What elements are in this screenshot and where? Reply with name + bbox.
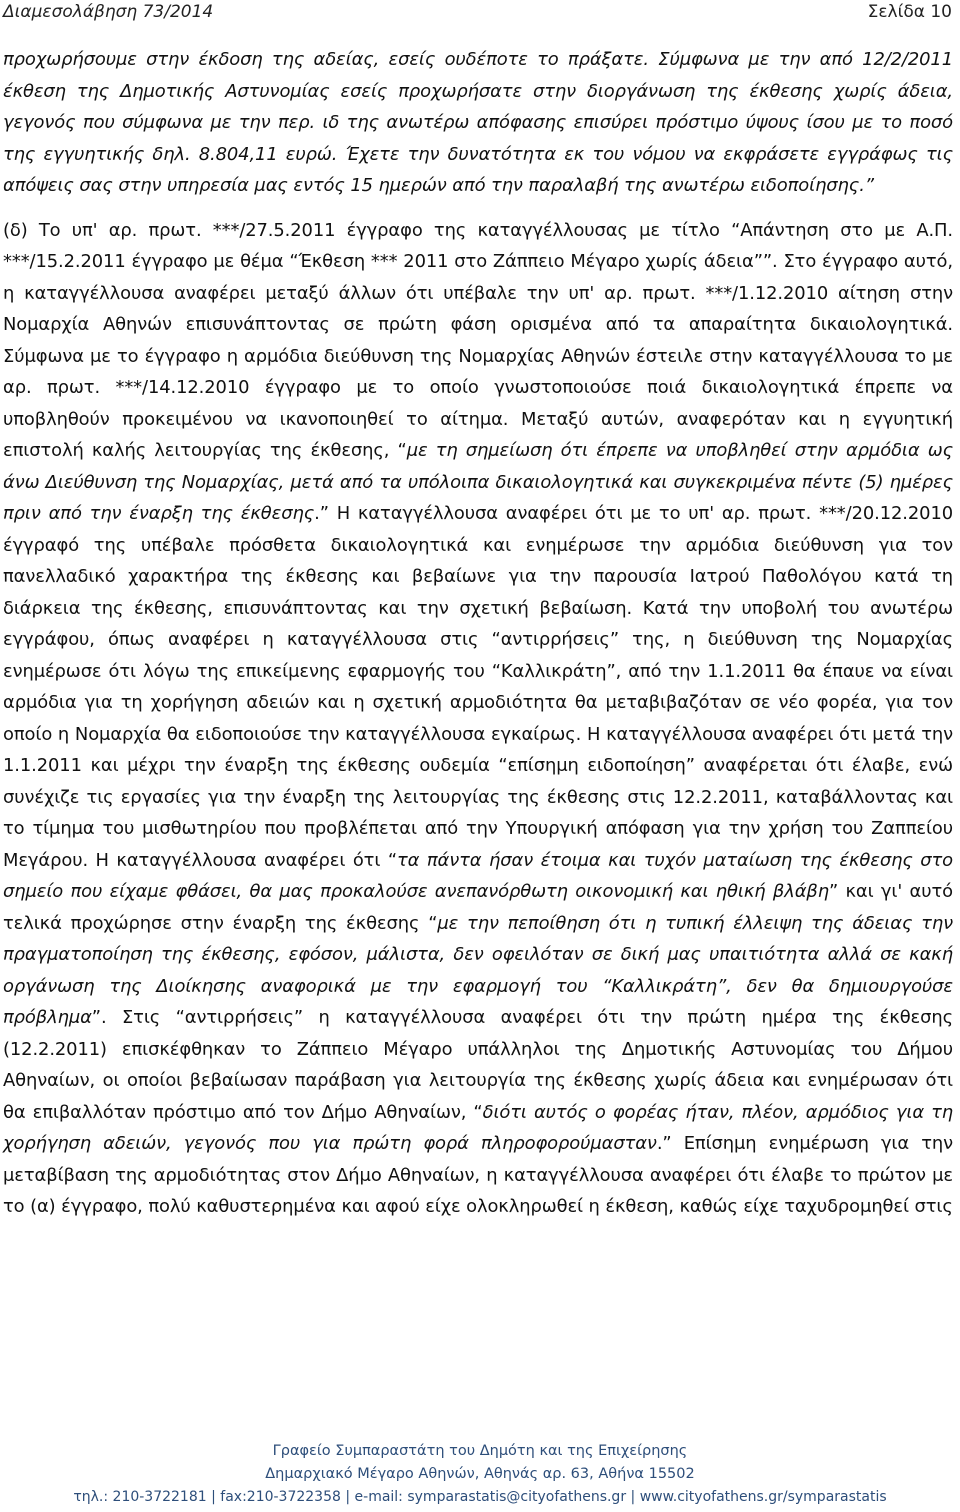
office-address: Δημαρχιακό Μέγαρο Αθηνών, Αθηνάς αρ. 63, Αθήνα 15502	[265, 1466, 695, 1482]
text-segment: .” Η καταγγέλλουσα αναφέρει ότι με το υπ' αρ. πρωτ. ***/20.12.2010 έγγραφό της υπέβαλε πρόσθετα δικαιολογητικά και ενημέρωσε την αρμόδια διεύθυνση για τον πανελλαδικό χαρακτήρα της έκθεσης και βεβαίωνε για την παρουσία Ιατρού Παθολόγου κατά τη διάρκεια της έκθεσης, επισυνάπτοντας και την σχετική βεβαίωση. Κατά την υποβολή του ανωτέρω εγγράφου, όπως αναφέρει η καταγγέλλουσα στις “αντιρρήσεις” της, η διεύθυνση της Νομαρχίας ενημέρωσε ότι λόγω της επικείμενης εφαρμογής του “Καλλικράτη”, από την 1.1.2011 θα έπαυε να είναι αρμόδια για τη χορήγηση αδειών και η σχετική αρμοδιότητα θα μεταβιβαζόταν σε νέο φορέα, για τον οποίο η Νομαρχία θα ειδοποιούσε την καταγγέλλουσα εγκαίρως. Η καταγγέλλουσα αναφέρει ότι μετά την 1.1.2011 και μέχρι την έναρξη της έκθεσης ουδεμία “επίσημη ειδοποίηση” αναφέρεται ότι έλαβε, ενώ συνέχιζε τις εργασίες για την έναρξη της λειτουργίας της έκθεσης στις 12.2.2011, καταβάλλοντας και το τίμημα του μισθωτηρίου που προβλέπεται από την Υπουργική απόφαση για την χρήση του Ζαππείου Μεγάρου. Η καταγγέλλουσα αναφέρει ότι “	[3, 503, 954, 871]
text-segment: ” και γι' αυτό τελικά προχώρησε στην έναρξη της έκθεσης “	[3, 881, 953, 934]
document-body	[3, 44, 953, 1223]
quoted-paragraph: προχωρήσουμε στην έκδοση της αδείας, εσείς ουδέποτε το πράξατε. Σύμφωνα με την από 12/2/2011 έκθεση της Δημοτικής Αστυνομίας εσείς προχωρήσατε στην διοργάνωση της έκθεσης χωρίς άδεια, γεγονός που σύμφωνα με την περ. ιδ της ανωτέρω απόφασης επισύρει πρόστιμο ύψους ίσου με το ποσό της εγγυητικής δηλ. 8.804,11 ευρώ. Έχετε την δυνατότητα εκ του νόμου να εκφράσετε εγγράφως τις απόψεις σας στην υπηρεσία μας εντός 15 ημερών από την παραλαβή της ανωτέρω ειδοποίησης.”	[3, 49, 953, 196]
quote-segment: με την πεποίθηση ότι η τυπική έλλειψη της άδειας την πραγματοποίηση της έκθεσης, εφόσον, μάλιστα, δεν οφειλόταν σε δική μας υπαιτιότητα αλλά σε κακή οργάνωση της Διοίκησης αναφορικά με την εφαρμογή του “Καλλικράτη”, δεν θα δημιουργούσε πρόβλημα	[3, 912, 953, 1028]
page-number: Σελίδα 10	[867, 2, 952, 22]
quote-segment: τα πάντα ήσαν έτοιμα και τυχόν ματαίωση της έκθεσης στο σημείο που είχαμε φθάσει, θα μας προκαλούσε ανεπανόρθωτη οικονομική και ηθική βλάβη	[3, 849, 953, 902]
paragraph-d	[3, 215, 953, 1223]
office-name: Γραφείο Συμπαραστάτη του Δημότη και της Επιχείρησης	[272, 1443, 688, 1459]
document-reference: Διαμεσολάβηση 73/2014	[3, 2, 214, 22]
text-segment: ”. Στις “αντιρρήσεις” η καταγγέλλουσα αναφέρει ότι την πρώτη ημέρα της έκθεσης (12.2.2011) επισκέφθηκαν το Ζάππειο Μέγαρο υπάλληλοι της Δημοτικής Αστυνομίας του Δήμου Αθηναίων, οι οποίοι βεβαίωσαν παράβαση για λειτουργία της έκθεσης χωρίς άδεια και ενημέρωσαν ότι θα επιβαλλόταν πρόστιμο από τον Δήμο Αθηναίων, “	[3, 1007, 953, 1123]
quote-segment: διότι αυτός ο φορέας ήταν, πλέον, αρμόδιος για τη χορήγηση αδειών, γεγονός που για πρώτη φορά πληροφορούμασταν	[3, 1101, 954, 1154]
page-header	[0, 0, 952, 30]
text-segment: .” Επίσημη ενημέρωση για την μεταβίβαση της αρμοδιότητας στον Δήμο Αθηναίων, η καταγγέλλουσα αναφέρει ότι έλαβε το πρώτον με το (α) έγγραφο, πολύ καθυστερημένα και αφού είχε ολοκληρωθεί η έκθεση, καθώς είχε ταχυδρομηθεί στις	[3, 1133, 953, 1217]
quote-segment: με τη σημείωση ότι έπρεπε να υποβληθεί στην αρμόδια ως άνω Διεύθυνση της Νομαρχίας, μετά από τα υπόλοιπα δικαιολογητικά και συγκεκριμένα πέντε (5) ημέρες πριν από την έναρξη της έκθεσης	[3, 440, 954, 524]
text-segment: (δ) Το υπ' αρ. πρωτ. ***/27.5.2011 έγγραφο της καταγγέλλουσας με τίτλο “Απάντηση στο με Α.Π. ***/15.2.2011 έγγραφο με θέμα “Έκθεση *** 2011 στο Ζάππειο Μέγαρο χωρίς άδεια””. Στο έγγραφο αυτό, η καταγγέλλουσα αναφέρει μεταξύ άλλων ότι υπέβαλε την υπ' αρ. πρωτ. ***/1.12.2010 αίτηση στην Νομαρχία Αθηνών επισυνάπτοντας σε πρώτη φάση ορισμένα από τα απαραίτητα δικαιολογητικά. Σύμφωνα με το έγγραφο η αρμόδια διεύθυνση της Νομαρχίας Αθηνών έστειλε στην καταγγέλλουσα το με αρ. πρωτ. ***/14.12.2010 έγγραφο με το οποίο γνωστοποιούσε ποιά δικαιολογητικά έπρεπε να υποβληθούν προκειμένου να ικανοποιηθεί το αίτημα. Μεταξύ αυτών, αναφερόταν και η εγγυητική επιστολή καλής λειτουργίας της έκθεσης, “	[3, 219, 953, 461]
office-contact: τηλ.: 210-3722181 | fax:210-3722358 | e-mail: symparastatis@cityofathens.gr | www.cityofathens.gr/symparastatis	[73, 1489, 887, 1505]
page-footer	[0, 1440, 960, 1509]
